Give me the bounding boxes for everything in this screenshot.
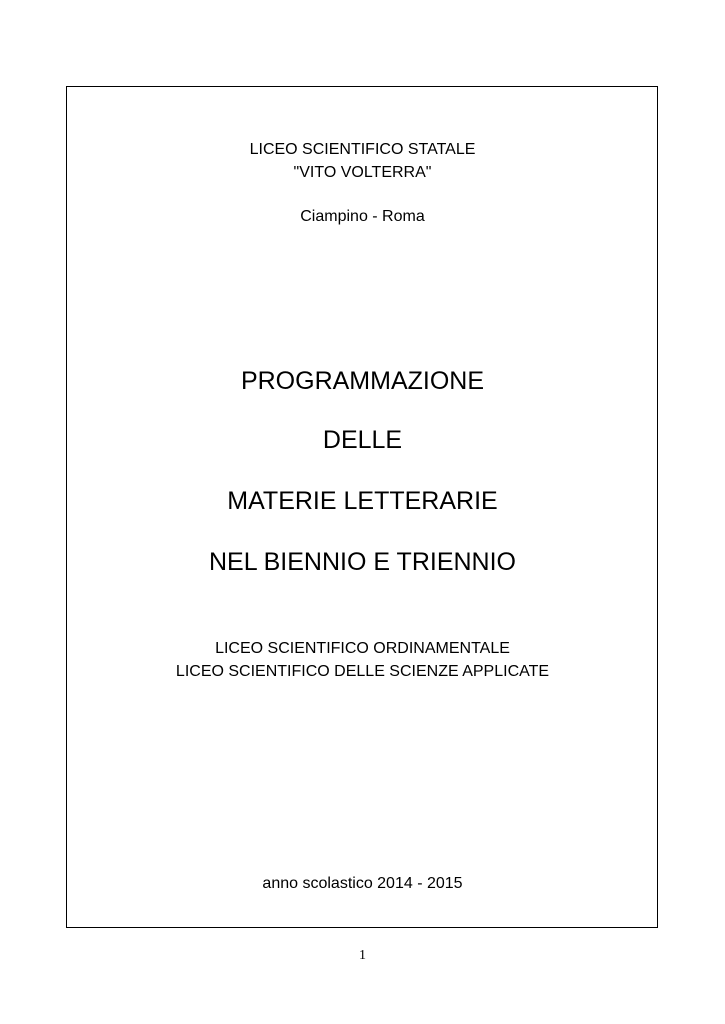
title-line-1: PROGRAMMAZIONE (240, 367, 485, 395)
course-ordinamentale: LICEO SCIENTIFICO ORDINAMENTALE (215, 640, 510, 657)
course-scienze-applicate: LICEO SCIENTIFICO DELLE SCIENZE APPLICATE (175, 663, 550, 680)
school-location: Ciampino - Roma (300, 208, 425, 225)
title-line-2: DELLE (322, 426, 403, 454)
school-dedication: "VITO VOLTERRA" (293, 164, 432, 181)
title-line-4: NEL BIENNIO E TRIENNIO (208, 548, 516, 576)
school-year: anno scolastico 2014 - 2015 (262, 875, 463, 892)
page-number: 1 (359, 948, 366, 963)
school-name: LICEO SCIENTIFICO STATALE (249, 141, 476, 158)
title-line-3: MATERIE LETTERARIE (227, 487, 498, 515)
